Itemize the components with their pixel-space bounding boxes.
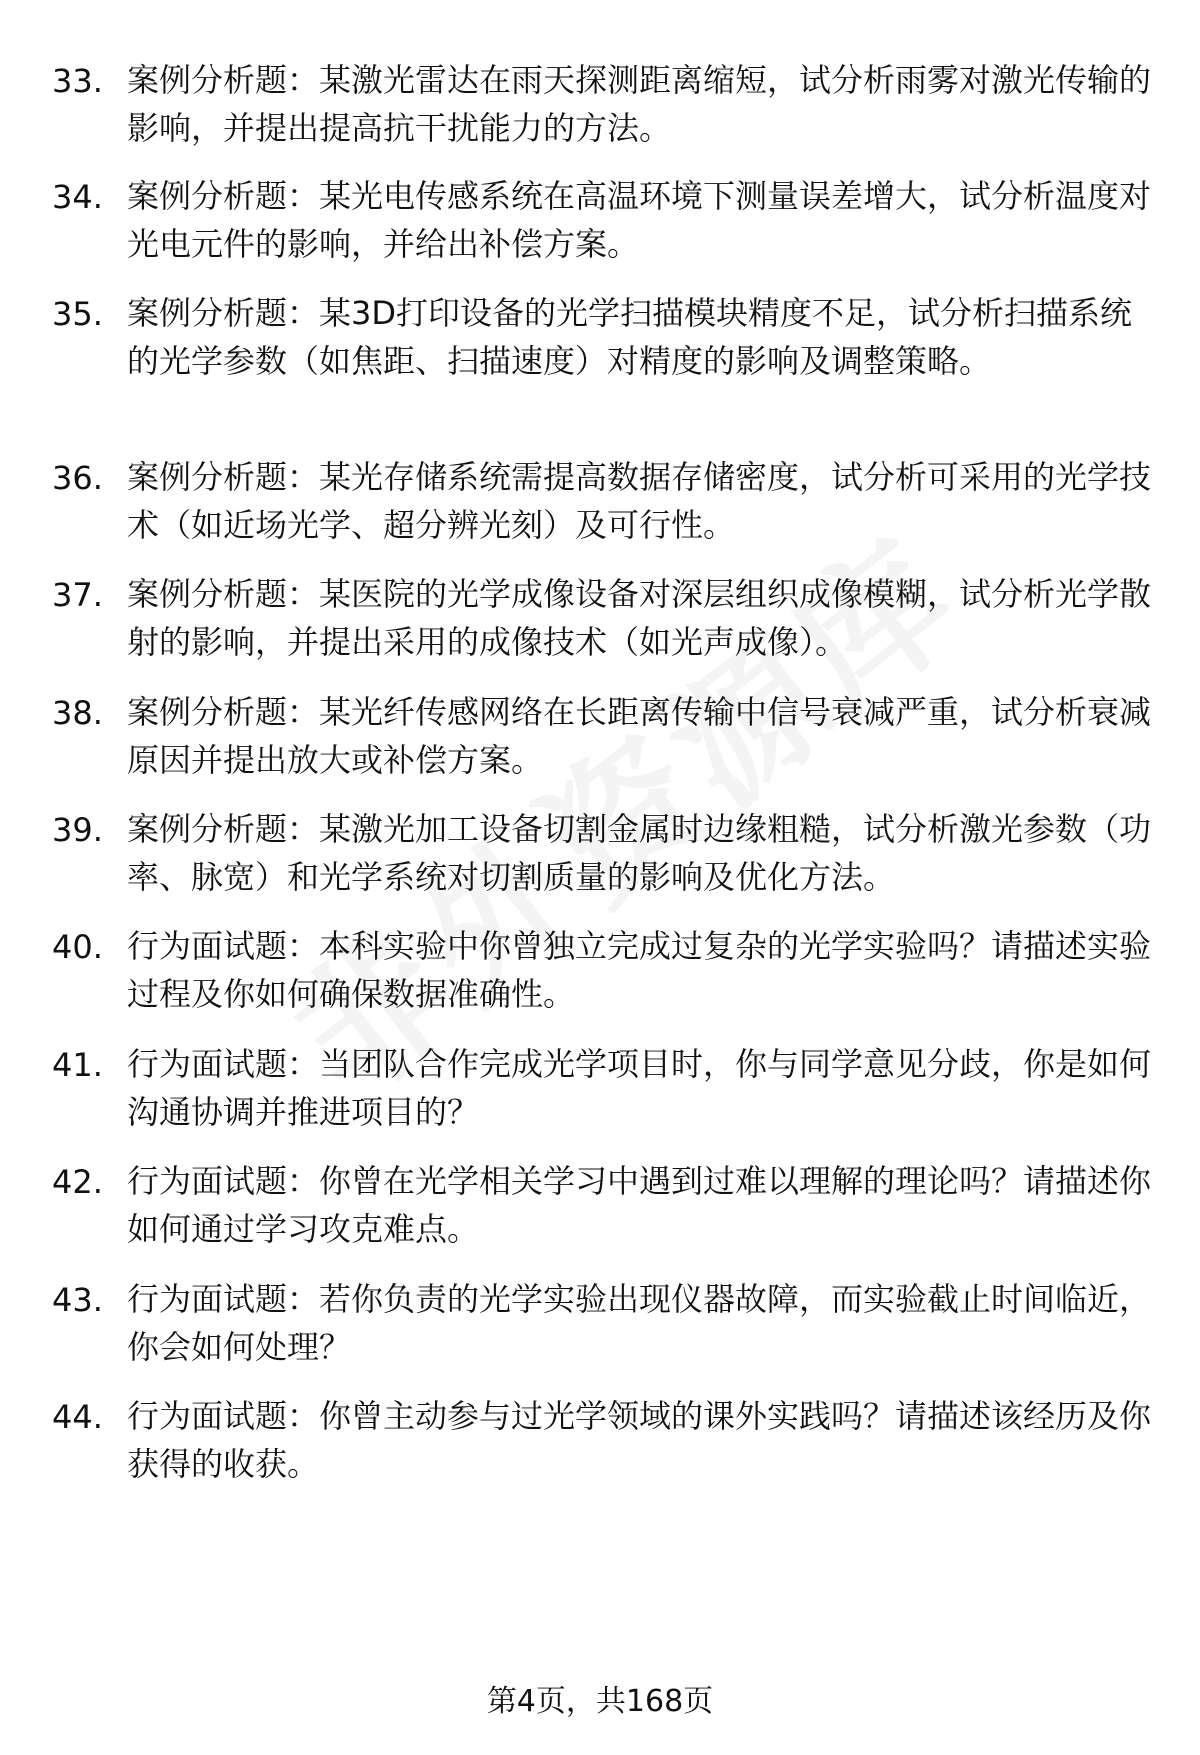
question-text: 案例分析题：某光存储系统需提高数据存储密度，试分析可采用的光学技术（如近场光学、超分辨光刻）及可行性。	[127, 458, 1152, 544]
question-number: 40.	[52, 928, 103, 966]
question-number: 35.	[52, 295, 103, 333]
question-number: 41.	[52, 1046, 103, 1084]
question-text: 行为面试题：你曾主动参与过光学领域的课外实践吗？请描述该经历及你获得的收获。	[127, 1397, 1152, 1483]
page-footer: 第4页，共168页	[486, 1684, 714, 1719]
question-number: 33.	[52, 62, 103, 100]
question-number: 42.	[52, 1163, 103, 1201]
question-text: 行为面试题：若你负责的光学实验出现仪器故障，而实验截止时间临近，你会如何处理？	[127, 1280, 1152, 1366]
question-number: 36.	[52, 459, 103, 497]
question-number: 39.	[52, 811, 103, 849]
question-text: 案例分析题：某光纤传感网络在长距离传输中信号衰减严重，试分析衰减原因并提出放大或补偿方案。	[127, 693, 1152, 779]
question-text: 案例分析题：某3D打印设备的光学扫描模块精度不足，试分析扫描系统的光学参数（如焦距、扫描速度）对精度的影响及调整策略。	[127, 294, 1133, 380]
question-text: 行为面试题：当团队合作完成光学项目时，你与同学意见分歧，你是如何沟通协调并推进项目的？	[127, 1045, 1152, 1131]
question-text: 行为面试题：你曾在光学相关学习中遇到过难以理解的理论吗？请描述你如何通过学习攻克难点。	[127, 1162, 1152, 1248]
question-text: 案例分析题：某光电传感系统在高温环境下测量误差增大，试分析温度对光电元件的影响，并给出补偿方案。	[127, 177, 1152, 263]
question-text: 案例分析题：某激光加工设备切割金属时边缘粗糙，试分析激光参数（功率、脉宽）和光学系统对切割质量的影响及优化方法。	[127, 810, 1152, 896]
question-number: 37.	[52, 576, 103, 614]
question-number: 34.	[52, 178, 103, 216]
question-text: 行为面试题：本科实验中你曾独立完成过复杂的光学实验吗？请描述实验过程及你如何确保数据准确性。	[127, 927, 1152, 1013]
question-number: 44.	[52, 1398, 103, 1436]
question-number: 43.	[52, 1281, 103, 1319]
question-text: 案例分析题：某激光雷达在雨天探测距离缩短，试分析雨雾对激光传输的影响，并提出提高抗干扰能力的方法。	[127, 61, 1152, 147]
question-text: 案例分析题：某医院的光学成像设备对深层组织成像模糊，试分析光学散射的影响，并提出采用的成像技术（如光声成像）。	[127, 575, 1152, 661]
question-number: 38.	[52, 694, 103, 732]
